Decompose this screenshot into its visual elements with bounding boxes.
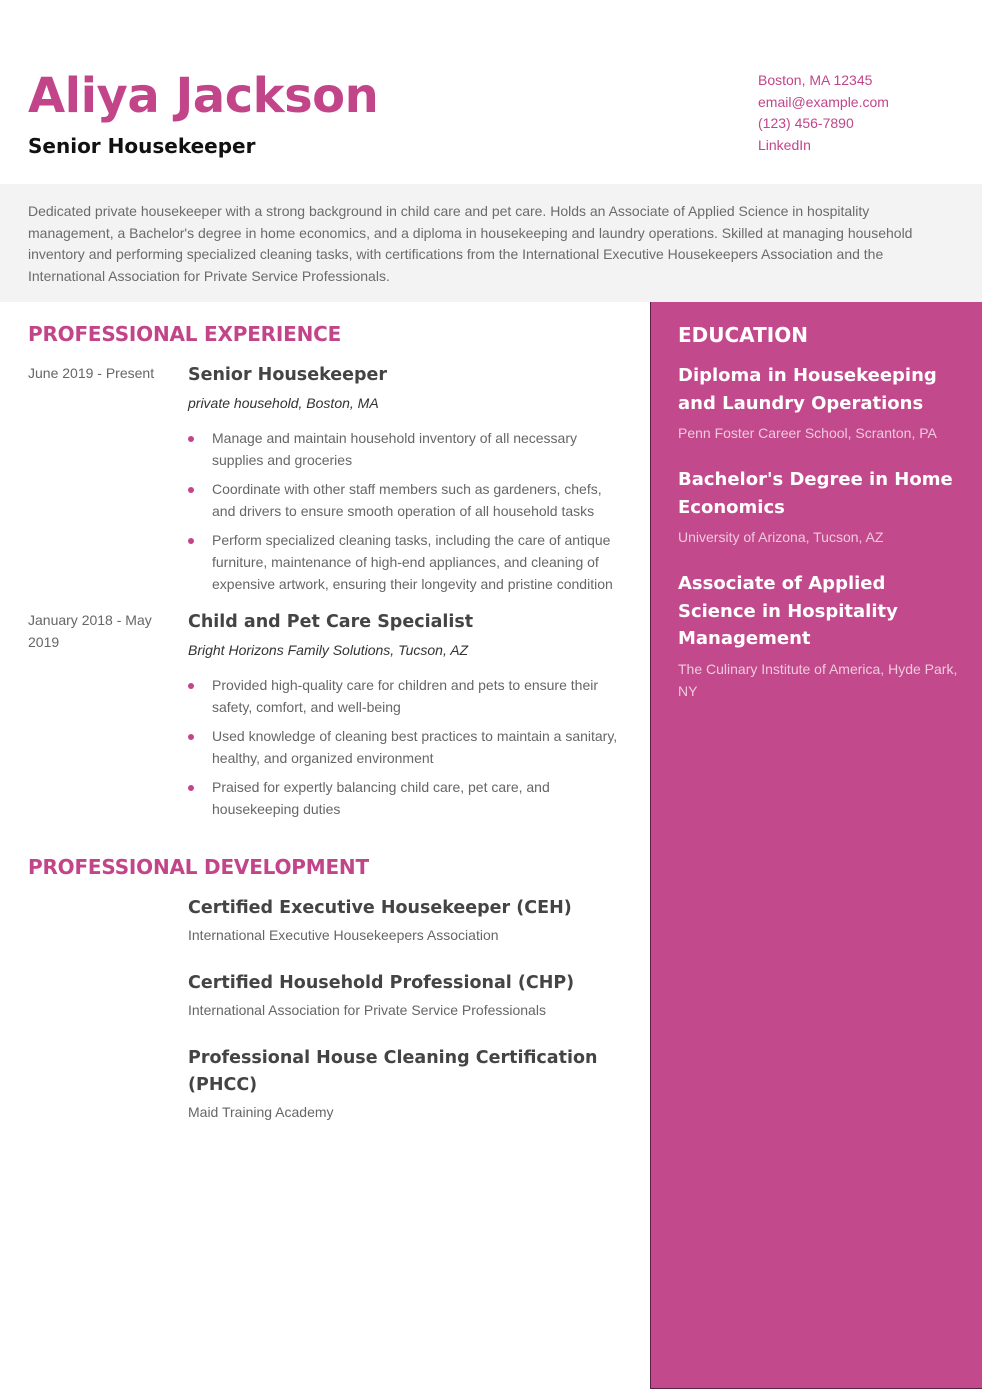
job-bullets — [188, 674, 628, 820]
certification-name: Certified Household Professional (CHP) — [188, 973, 575, 993]
summary-section — [0, 184, 982, 302]
education-degree: Bachelor's Degree in Home Economics — [678, 469, 953, 518]
bullet-text: Praised for expertly balancing child care, pet care, and housekeeping duties — [212, 779, 550, 817]
bullet-dot-icon — [188, 734, 194, 740]
job-company: private household, Boston, MA — [188, 395, 379, 411]
job-bullet — [188, 478, 628, 522]
bullet-text: Provided high-quality care for children and pets to ensure their safety, comfort, and well-being — [212, 677, 598, 715]
education-item — [678, 570, 963, 702]
job-body — [188, 609, 628, 820]
resume-header — [0, 0, 982, 184]
job-dates: January 2018 - May 2019 — [28, 612, 152, 650]
experience-heading: PROFESSIONAL EXPERIENCE — [28, 322, 342, 346]
job-entry — [28, 362, 628, 595]
education-degree: Associate of Applied Science in Hospitality Management — [678, 573, 898, 649]
candidate-name: Aliya Jackson — [28, 68, 379, 124]
certification-name: Certified Executive Housekeeper (CEH) — [188, 898, 572, 918]
bullet-text: Used knowledge of cleaning best practices to maintain a sanitary, healthy, and organized environment — [212, 728, 618, 766]
job-company: Bright Horizons Family Solutions, Tucson, AZ — [188, 642, 469, 658]
job-body — [188, 362, 628, 595]
development-heading: PROFESSIONAL DEVELOPMENT — [28, 855, 369, 879]
job-bullet — [188, 776, 628, 820]
contact-block — [758, 70, 978, 156]
certification-item — [188, 970, 628, 1021]
job-role: Child and Pet Care Specialist — [188, 612, 474, 632]
certification-org: International Association for Private Service Professionals — [188, 1002, 546, 1018]
main-column — [28, 320, 628, 1147]
education-sidebar — [650, 302, 982, 1389]
certification-name: Professional House Cleaning Certification (PHCC) — [188, 1048, 598, 1095]
job-role: Senior Housekeeper — [188, 365, 388, 385]
bullet-dot-icon — [188, 683, 194, 689]
contact-location: Boston, MA 12345 — [758, 72, 873, 88]
certification-item — [188, 1045, 628, 1123]
job-bullet — [188, 529, 628, 595]
contact-linkedin[interactable]: LinkedIn — [758, 136, 811, 153]
bullet-text: Manage and maintain household inventory of all necessary supplies and groceries — [212, 430, 578, 468]
education-item — [678, 362, 963, 444]
certification-item — [188, 895, 628, 946]
education-school: Penn Foster Career School, Scranton, PA — [678, 425, 937, 441]
education-school: The Culinary Institute of America, Hyde Park, NY — [678, 660, 958, 699]
certification-org: Maid Training Academy — [188, 1104, 334, 1120]
education-school: University of Arizona, Tucson, AZ — [678, 529, 884, 545]
bullet-dot-icon — [188, 785, 194, 791]
job-dates: June 2019 - Present — [28, 365, 155, 381]
bullet-text: Perform specialized cleaning tasks, including the care of antique furniture, maintenance of high-end appliances, and cleaning of expensive artwork, ensuring their longevity and pristine condition — [212, 532, 613, 592]
contact-phone[interactable]: (123) 456-7890 — [758, 115, 854, 131]
education-degree: Diploma in Housekeeping and Laundry Operations — [678, 365, 937, 414]
bullet-dot-icon — [188, 487, 194, 493]
bullet-dot-icon — [188, 436, 194, 442]
bullet-text: Coordinate with other staff members such as gardeners, chefs, and drivers to ensure smooth operation of all household tasks — [212, 481, 602, 519]
education-heading: EDUCATION — [678, 323, 808, 347]
summary-text: Dedicated private housekeeper with a strong background in child care and pet care. Holds an Associate of Applied Science in hospitality management, a Bachelor's degree in home economics, and a diploma in housekeeping and laundry operations. Skilled at managing household inventory and performing specialized cleaning tasks, with certifications from the International Executive Housekeepers Association and the International Association for Private Service Professionals. — [28, 203, 913, 284]
bullet-dot-icon — [188, 538, 194, 544]
contact-email[interactable]: email@example.com — [758, 93, 889, 110]
job-entry — [28, 609, 628, 820]
job-bullet — [188, 427, 628, 471]
job-bullets — [188, 427, 628, 595]
certification-org: International Executive Housekeepers Association — [188, 927, 499, 943]
candidate-title: Senior Housekeeper — [28, 134, 256, 158]
education-item — [678, 466, 963, 548]
sidebar-content — [678, 322, 963, 724]
job-bullet — [188, 725, 628, 769]
job-bullet — [188, 674, 628, 718]
